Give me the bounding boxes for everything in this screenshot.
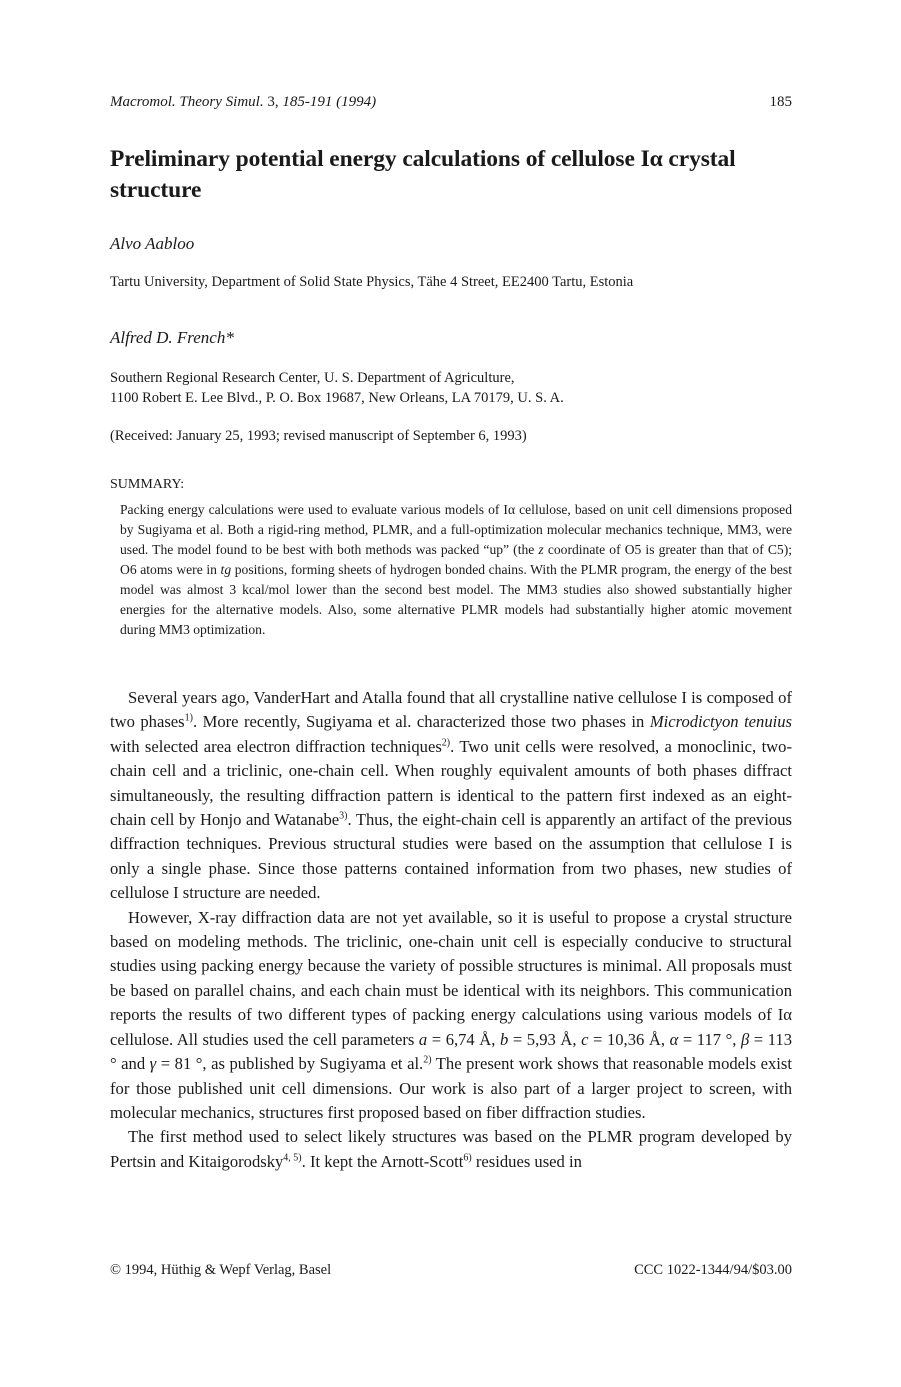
article-title: Preliminary potential energy calculations of cellulose Iα crystal structure — [110, 146, 736, 203]
species-name: Microdictyon tenuius — [649, 712, 793, 732]
reference-marker: 3) — [339, 810, 348, 822]
page-footer — [110, 1262, 792, 1282]
author-name: Alvo Aabloo — [110, 234, 195, 253]
author-affiliation: Tartu University, Department of Solid State Physics, Tähe 4 Street, EE2400 Tartu, Estonia — [110, 274, 634, 290]
summary-text: Packing energy calculations were used to evaluate various models of Iα cellulose, based on unit cell dimensions proposed by Sugiyama et al. Both a rigid-ring method, PLMR, and a full-optimization molecular mechanics technique, MM3, were used. The model found to be best with both methods was packed “up” (the z coordinate of O5 is greater than that of C5); O6 atoms were in tg positions, forming sheets of hydrogen bonded chains. With the PLMR program, the energy of the best model was almost 3 kcal/mol lower than the second best model. The MM3 studies also showed substantially higher energies for the alternative models. Also, some alternative PLMR models had substantially higher atomic movement during MM3 optimization. — [120, 502, 792, 637]
journal-citation: Macromol. Theory Simul. 3, 185-191 (1994) — [110, 94, 377, 110]
reference-marker: 6) — [463, 1152, 472, 1164]
paragraph: Several years ago, VanderHart and Atalla found that all crystalline native cellulose I is composed of two phases$^{1)}$. More recently, Sugiyama et al. characterized those two phases in Microdictyon tenuius with selected area electron diffraction techniques$^{2)}$. Two unit cells were resolved, a monoclinic, two-chain cell and a triclinic, one-chain cell. When roughly equivalent amounts of both phases diffract simultaneously, the resulting diffraction pattern is identical to the pattern first indexed as an eight-chain cell by Honjo and Watanabe$^{3)}$. Thus, the eight-chain cell is apparently an artifact of the previous diffraction techniques. Previous structural studies were based on the assumption that cellulose I is only a single phase. Since those patterns contained information from two phases, new studies of cellulose I structure are needed. — [110, 688, 793, 903]
summary-heading: SUMMARY: — [110, 477, 185, 492]
running-header — [110, 94, 792, 116]
page-number: 185 — [769, 94, 792, 110]
reference-marker: 2) — [423, 1054, 432, 1066]
paragraph: The first method used to select likely structures was based on the PLMR program developed by Pertsin and Kitaigorodsky$^{4, 5)}$. It kept the Arnott-Scott$^{6)}$ residues used in — [110, 1127, 792, 1171]
paragraph: However, X-ray diffraction data are not yet available, so it is useful to propose a crystal structure based on modeling methods. The triclinic, one-chain unit cell is especially conducive to structural studies using packing energy because the variety of possible structures is minimal. All proposals must be based on parallel chains, and each chain must be identical with its neighbors. This communication reports the results of two different types of packing energy calculations using various models of Iα cellulose. All studies used the cell parameters a = 6,74 Å, b = 5,93 Å, c = 10,36 Å, α = 117 °, β = 113 ° and γ = 81 °, as published by Sugiyama et al.$^{2)}$ The present work shows that reasonable models exist for those published unit cell dimensions. Our work is also part of a larger project to screen, with molecular mechanics, structures first proposed based on fiber diffraction studies. — [110, 907, 792, 1122]
copyright-notice: © 1994, Hüthig & Wepf Verlag, Basel — [110, 1262, 332, 1278]
reference-marker: 2) — [441, 737, 451, 749]
author-affiliation — [110, 368, 564, 408]
reference-marker: 4, 5) — [283, 1152, 302, 1164]
affiliation-line: Southern Regional Research Center, U. S. Department of Agriculture, — [110, 370, 515, 386]
author-name: Alfred D. French* — [110, 328, 234, 347]
body-text — [110, 686, 792, 1174]
affiliation-line: 1100 Robert E. Lee Blvd., P. O. Box 19687, New Orleans, LA 70179, U. S. A. — [110, 390, 564, 406]
reference-marker: 1) — [184, 712, 193, 724]
received-dates: (Received: January 25, 1993; revised manuscript of September 6, 1993) — [110, 428, 527, 444]
ccc-code: CCC 1022-1344/94/$03.00 — [634, 1262, 792, 1278]
